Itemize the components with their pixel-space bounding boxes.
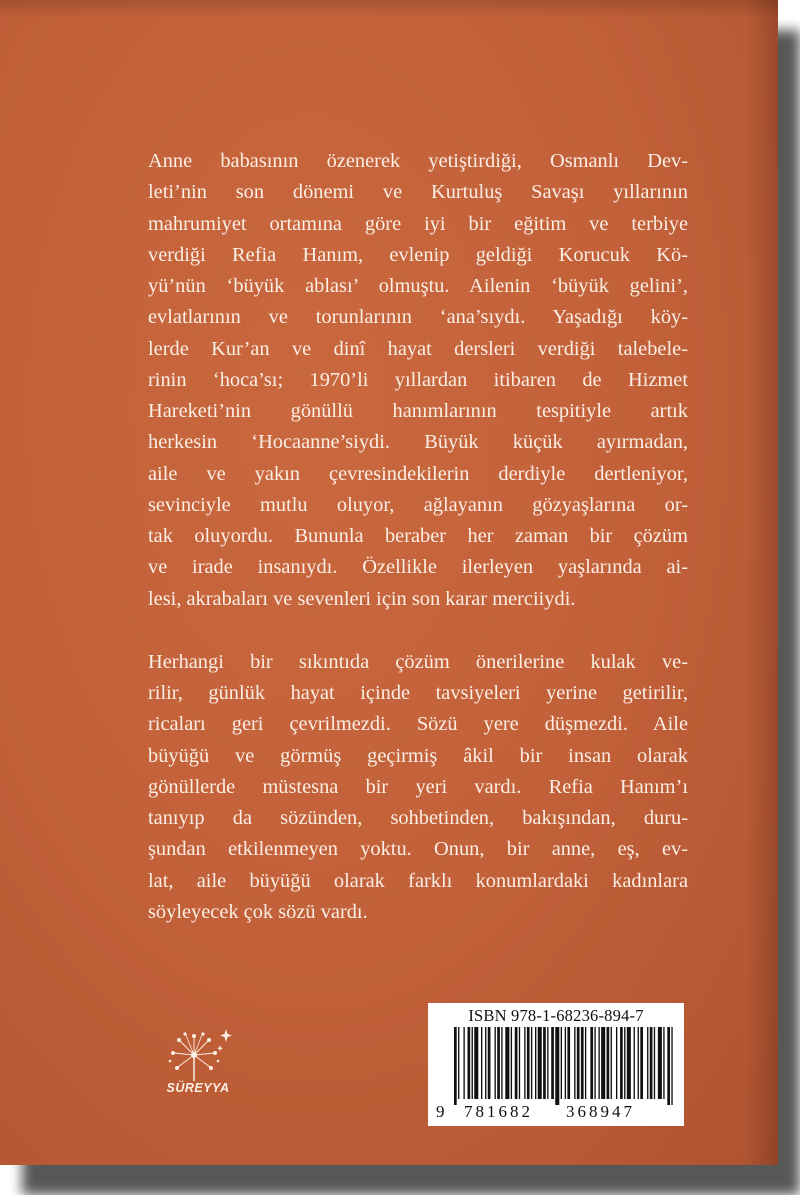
barcode-bar <box>543 1027 546 1099</box>
blurb-line: Hareketi’nin gönüllü hanımlarının tespitiyle artık <box>148 400 688 422</box>
barcode-bar <box>654 1027 655 1099</box>
publisher-logo <box>158 1025 238 1113</box>
barcode-bar <box>488 1027 491 1099</box>
publisher-name: SÜREYYA <box>166 1081 230 1095</box>
blurb-line: yü’nün ‘büyük ablası’ olmuştu. Ailenin ‘büyük gelini’, <box>148 275 688 297</box>
barcode-bar <box>567 1027 570 1099</box>
isbn-label: ISBN 978-1-68236-894-7 <box>468 1006 644 1025</box>
barcode-bar <box>607 1027 610 1099</box>
barcode-bar <box>538 1027 542 1099</box>
blurb-line: ve irade insanıydı. Özellikle ilerleyen yaşlarında ai- <box>148 556 688 579</box>
barcode-bar <box>458 1027 459 1099</box>
barcode-bar <box>524 1027 525 1099</box>
blurb-line: lat, aile büyüğü olarak farklı konumlardaki kadınlara <box>148 869 688 892</box>
blurb-line: mahrumiyet ortamına göre iyi bir eğitim ve terbiye <box>148 212 688 235</box>
barcode-bar <box>585 1027 586 1099</box>
blurb-line: evlatlarının ve torunlarının ‘ana’sıydı. Yaşadığı köy- <box>148 306 688 329</box>
barcode-bar <box>647 1027 648 1099</box>
barcode-bar <box>594 1027 595 1099</box>
barcode-bar <box>481 1027 482 1099</box>
barcode-bar <box>640 1027 643 1099</box>
barcode-bar <box>468 1027 471 1099</box>
blurb-line: herkesin ‘Hocaanne’siydi. Büyük küçük ayırmadan, <box>148 431 688 454</box>
barcode-bar <box>671 1027 672 1105</box>
blurb-line: verdiği Refia Hanım, evlenip geldiği Korucuk Kö- <box>148 243 688 266</box>
barcode-bar <box>497 1027 500 1099</box>
blurb-line: rinin ‘hoca’sı; 1970’li yıllardan itibaren de Hizmet <box>148 368 688 391</box>
barcode-bar <box>663 1027 664 1099</box>
blurb-line: aile ve yakın çevresindekilerin derdiyle dertleniyor, <box>148 462 688 485</box>
barcode-bar <box>561 1027 562 1099</box>
blurb-line: Herhangi bir sıkıntıda çözüm önerilerine kulak ve- <box>148 650 688 673</box>
blurb-line: lerde Kur’an ve dinî hayat dersleri verdiği talebele- <box>148 337 688 360</box>
barcode-bar <box>616 1027 617 1099</box>
blurb-line: tanıyıp da sözünden, sohbetinden, bakışından, duru- <box>148 807 688 829</box>
blurb-line: lesi, akrabaları ve sevenleri için son karar merciiydi. <box>148 587 576 610</box>
barcode-bar <box>535 1027 536 1099</box>
blurb-line: Anne babasının özenerek yetiştirdiği, Osmanlı Dev- <box>148 150 688 172</box>
barcode-bar <box>627 1027 631 1099</box>
barcode-bar <box>577 1027 580 1099</box>
barcode-bar <box>638 1027 639 1099</box>
blurb-paragraph-2 <box>148 647 688 928</box>
barcode-bar <box>590 1027 593 1099</box>
barcode-bar <box>511 1027 512 1099</box>
cover-top-edge <box>0 0 778 18</box>
barcode-bar <box>531 1027 532 1099</box>
barcode-bar <box>624 1027 625 1099</box>
barcode-bar <box>598 1027 599 1099</box>
blurb-line: ricaları geri çevrilmezdi. Sözü yere düşmezdi. Aile <box>148 713 688 736</box>
barcode-bars <box>428 1027 684 1107</box>
blurb-line: tak oluyordu. Bununla beraber her zaman bir çözüm <box>148 525 688 547</box>
blurb-line: şundan etkilenmeyen yoktu. Onun, bir anne, eş, ev- <box>148 838 688 861</box>
back-cover-blurb <box>148 146 688 928</box>
dandelion-stars-icon <box>158 1025 238 1085</box>
barcode-bar <box>472 1027 473 1099</box>
barcode-bar <box>495 1027 496 1099</box>
cover-right-edge <box>746 0 778 1165</box>
barcode-bar <box>611 1027 612 1099</box>
barcode-bar <box>547 1027 548 1099</box>
isbn-barcode <box>428 1003 684 1126</box>
barcode-bar <box>515 1027 518 1099</box>
barcode-bar <box>501 1027 502 1099</box>
barcode-bar <box>463 1027 464 1099</box>
blurb-line: söyleyecek çok sözü vardı. <box>148 900 368 923</box>
barcode-bar <box>474 1027 478 1099</box>
barcode-bar <box>650 1027 653 1099</box>
barcode-digits-right: 368947 <box>566 1102 635 1121</box>
barcode-digits-left: 781682 <box>464 1102 533 1121</box>
barcode-bar <box>551 1027 554 1099</box>
barcode-bar <box>505 1027 509 1099</box>
barcode-bar <box>527 1027 530 1099</box>
blurb-line: büyüğü ve görmüş geçirmiş âkil bir insan olarak <box>148 744 688 767</box>
barcode-bar <box>565 1027 566 1099</box>
barcode-bar <box>555 1027 559 1105</box>
barcode-digit-prefix: 9 <box>436 1102 445 1121</box>
barcode-bar <box>454 1027 457 1105</box>
blurb-line: gönüllerde müstesna bir yeri vardı. Refia Hanım’ı <box>148 775 688 798</box>
blurb-line: sevinciyle mutlu oluyor, ağlayanın gözyaşlarına or- <box>148 493 688 516</box>
barcode-bar <box>519 1027 520 1099</box>
blurb-paragraph-1 <box>148 146 688 615</box>
barcode-bar <box>620 1027 623 1099</box>
barcode-bar <box>581 1027 584 1099</box>
barcode-bar <box>634 1027 635 1099</box>
barcode-bar <box>658 1027 662 1099</box>
blurb-line: leti’nin son dönemi ve Kurtuluş Savaşı yıllarının <box>148 181 688 204</box>
barcode-bar <box>485 1027 486 1099</box>
barcode-bar <box>601 1027 605 1099</box>
blurb-line: rilir, günlük hayat içinde tavsiyeleri yerine getirilir, <box>148 682 688 704</box>
barcode-bar <box>667 1027 670 1105</box>
barcode-bar <box>574 1027 575 1099</box>
